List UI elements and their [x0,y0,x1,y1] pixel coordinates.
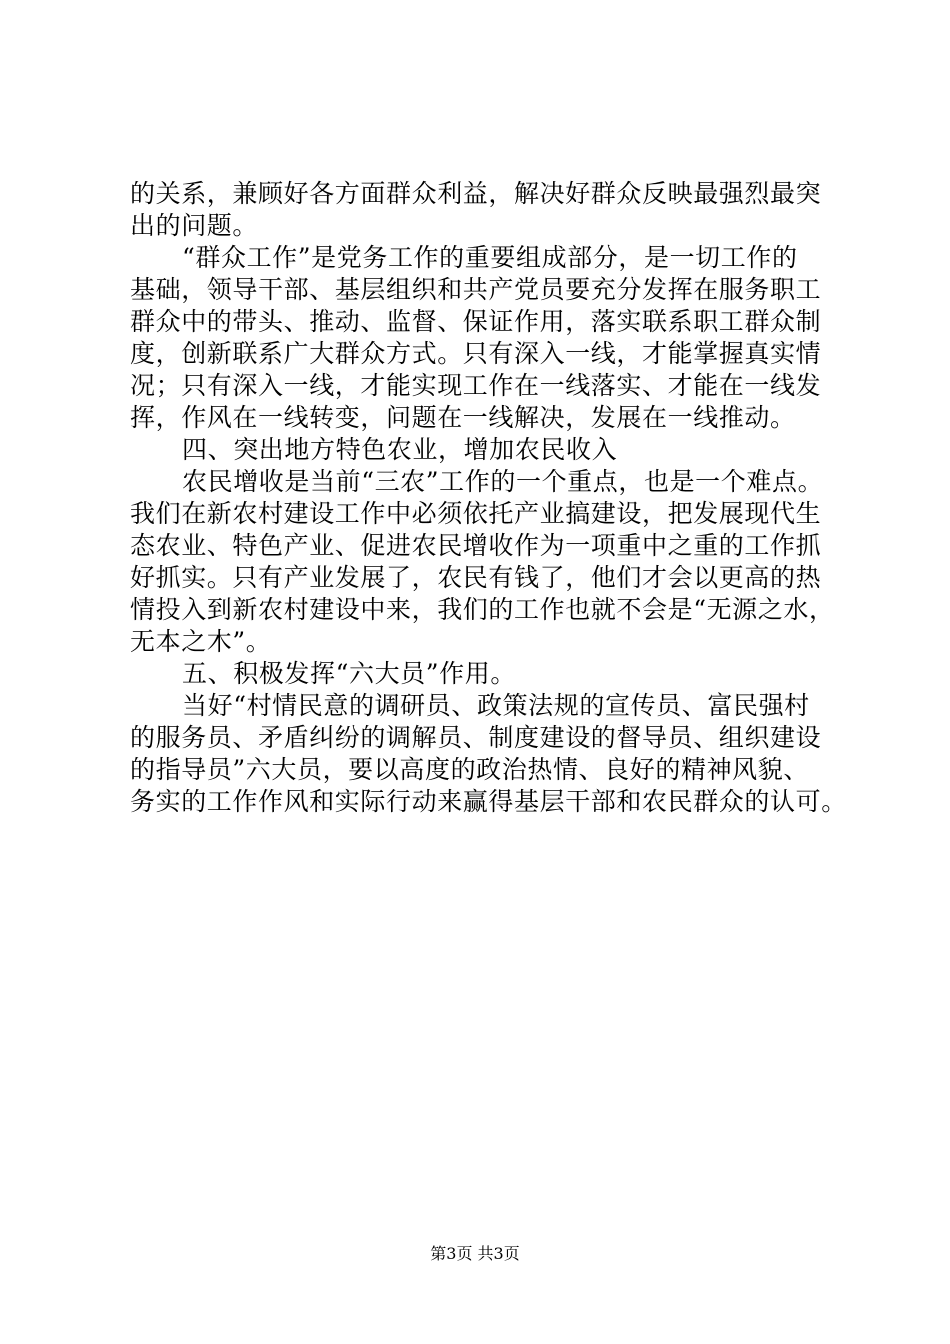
section-heading: 五、积极发挥“六大员”作用。 [182,659,516,688]
paragraph-line: 的关系，兼顾好各方面群众利益，解决好群众反映最强烈最突 [130,179,822,208]
paragraph-line: 出的问题。 [130,211,259,240]
paragraph-line: 当好“村情民意的调研员、政策法规的宣传员、富民强村 [182,691,810,720]
paragraph-line: 的服务员、矛盾纠纷的调解员、制度建设的督导员、组织建设 [130,723,822,752]
paragraph-line: 情投入到新农村建设中来，我们的工作也就不会是“无源之水， [130,595,835,624]
paragraph-line: 挥，作风在一线转变，问题在一线解决，发展在一线推动。 [130,403,796,432]
paragraph-line: 我们在新农村建设工作中必须依托产业搞建设，把发展现代生 [130,499,822,528]
paragraph-line: 的指导员”六大员，要以高度的政治热情、良好的精神风貌、 [130,755,809,784]
paragraph-line: 群众中的带头、推动、监督、保证作用，落实联系职工群众制 [130,307,822,336]
paragraph-line: 态农业、特色产业、促进农民增收作为一项重中之重的工作抓 [130,531,822,560]
paragraph-line: 务实的工作作风和实际行动来赢得基层干部和农民群众的认可。 [130,787,847,816]
page-number-footer: 第3页 共3页 [430,1244,520,1263]
paragraph-line: “群众工作”是党务工作的重要组成部分，是一切工作的 [182,243,798,272]
paragraph-line: 农民增收是当前“三农”工作的一个重点，也是一个难点。 [182,467,824,496]
paragraph-line: 无本之木”。 [130,627,272,656]
section-heading: 四、突出地方特色农业，增加农民收入 [182,435,618,464]
paragraph-line: 基础，领导干部、基层组织和共产党员要充分发挥在服务职工 [130,275,822,304]
paragraph-line: 好抓实。只有产业发展了，农民有钱了，他们才会以更高的热 [130,563,822,592]
paragraph-line: 况；只有深入一线，才能实现工作在一线落实、才能在一线发 [130,371,822,400]
paragraph-line: 度，创新联系广大群众方式。只有深入一线，才能掌握真实情 [130,339,822,368]
